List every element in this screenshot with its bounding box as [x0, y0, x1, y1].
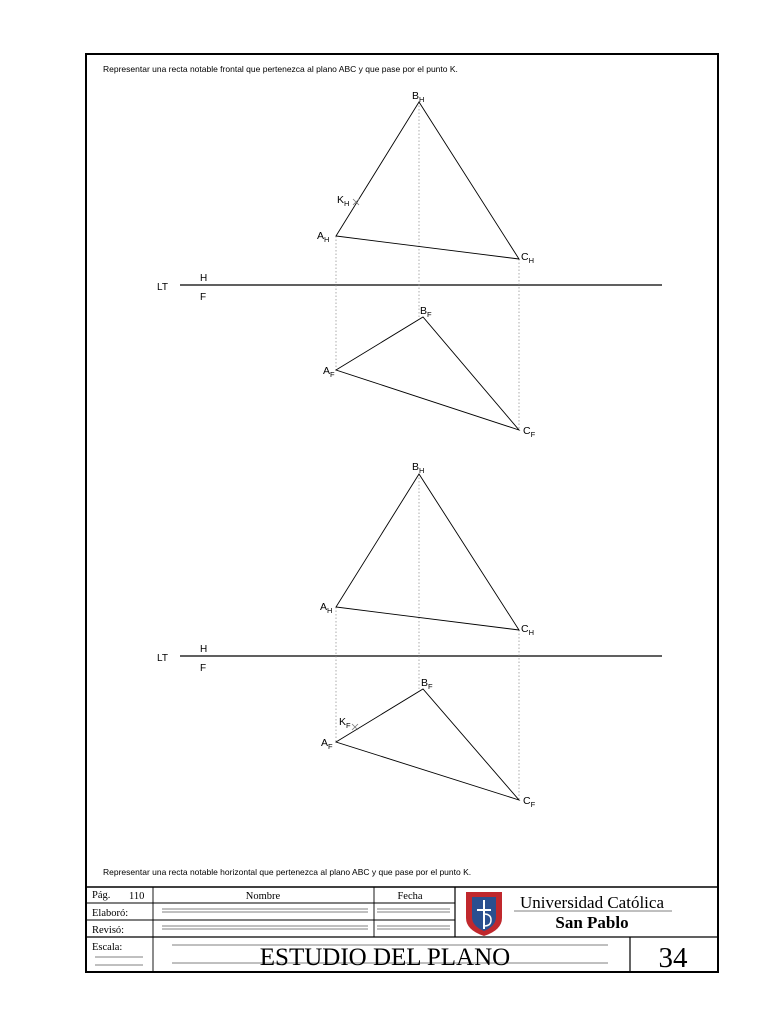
top-triangle-frontal-projection: [336, 317, 519, 430]
bottom-h-label: H: [200, 644, 208, 655]
bottom-instruction: Representar una recta notable horizontal que pertenezca al plano ABC y que pase por el punto K.: [103, 867, 472, 877]
top-h-label: H: [200, 273, 208, 284]
top-label-bf: $B_F$: [420, 305, 432, 319]
sheet-number: 34: [658, 942, 688, 974]
sheet-title: ESTUDIO DEL PLANO: [259, 944, 511, 971]
university-name-line1: Universidad Católica: [520, 893, 664, 912]
top-label-ch: $C_H$: [521, 251, 535, 265]
fecha-header: Fecha: [397, 891, 423, 902]
bottom-lt-label: LT: [157, 653, 168, 664]
nombre-header: Nombre: [245, 891, 281, 902]
bottom-label-ah: $A_H$: [320, 601, 333, 615]
bottom-label-bf: $B_F$: [421, 677, 433, 691]
top-label-af: $A_F$: [323, 365, 335, 379]
top-projection-lines: [336, 102, 519, 430]
bottom-label-af: $A_F$: [321, 737, 333, 751]
bottom-f-label: F: [200, 663, 207, 674]
bottom-label-cf: $C_F$: [523, 795, 536, 809]
top-label-cf: $C_F$: [523, 425, 536, 439]
top-instruction: Representar una recta notable frontal que pertenezca al plano ABC y que pase por el punto K.: [103, 64, 458, 74]
bottom-triangle-horizontal-projection: [336, 474, 519, 630]
bottom-label-ch: $C_H$: [521, 623, 535, 637]
top-exercise: [103, 64, 662, 439]
university-name-line2: San Pablo: [555, 913, 629, 932]
pag-number: 110: [129, 891, 145, 902]
elaboro-label: Elaboró:: [92, 908, 129, 919]
bottom-exercise: [103, 461, 662, 877]
top-label-ah: $A_H$: [317, 230, 330, 244]
top-triangle-horizontal-projection: [336, 102, 519, 259]
escala-label: Escala:: [92, 942, 123, 953]
sheet-border: [86, 54, 718, 972]
reviso-label: Revisó:: [92, 925, 125, 936]
pag-label: Pág.: [92, 890, 111, 901]
top-f-label: F: [200, 292, 207, 303]
top-label-bh: $B_H$: [412, 90, 425, 104]
top-lt-label: LT: [157, 282, 168, 293]
bottom-point-k-marker: [352, 724, 358, 730]
bottom-label-bh: $B_H$: [412, 461, 425, 475]
top-label-kh: $K_H$: [337, 194, 350, 208]
bottom-triangle-frontal-projection: [336, 689, 519, 800]
university-logo: [466, 892, 502, 936]
bottom-label-kf: $K_F$: [339, 716, 351, 730]
